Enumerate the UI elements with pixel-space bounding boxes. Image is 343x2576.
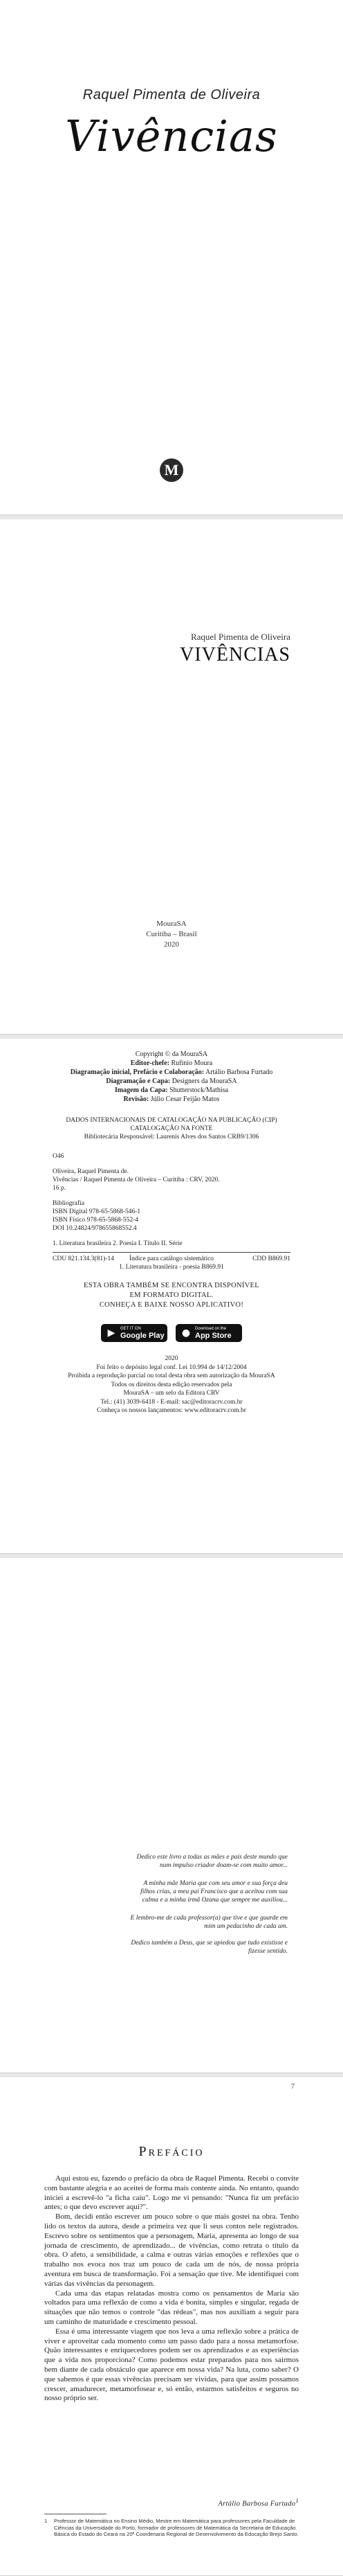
imprint-year: 2020 — [164, 940, 179, 949]
cip-subjects: 1. Literatura brasileira 2. Poesia I. Título II. Série — [53, 1240, 183, 1247]
imprint-publisher: MouraSA — [156, 920, 187, 928]
publisher-logo-icon: M — [160, 458, 183, 482]
dedication-paragraph: A minha mãe Maria que com seu amor e sua força deu filhos crias, a meu pai Francisco que a aceitou com sua calma e a minha irmã Ozana que sempre me auxiliou... — [140, 1880, 288, 1904]
dedication-paragraph: E lembro-me de cada professor(a) que tive e que guarde em mim um pedacinho de cada um. — [130, 1915, 288, 1930]
dedication-paragraph: Dedico também a Deus, que se apiedou que tudo existisse e fizesse sentido. — [131, 1940, 288, 1955]
credits-block — [0, 1050, 343, 1104]
preface-paragraph: Aqui estou eu, fazendo o prefácio da obra de Raquel Pimenta. Recebi o convite com bastante alegria e ao aceitei de forma mais contente ainda. No entanto, quando iniciei a escrevê-lo "a ficha caiu". Logo me vi pensando: "Nunca fiz um prefácio antes; o que devo escrever aqui?". — [44, 2174, 299, 2212]
footnote-marker: 1 — [295, 2497, 299, 2504]
cip-code: O46 — [53, 1153, 64, 1160]
credit-line: Imagem da Capa: Shutterstock/Mathisa — [114, 1086, 229, 1094]
preface-paragraph: Essa é uma interessante viagem que nos leva a uma reflexão sobre a prática de viver e aproveitar cada momento como um passo dado para a nossa metamorfose. Quão interessantes e enriquecedores podem ser os aprendizados e as experiências que a vida nos proporciona? Como podemos estar preparados para nos sairmos bem diante de cada obstáculo que aparece em nossa vida? Na luta, como saber? O que sabemos é que essas vivências precisam ser vividas, para que assim possamos crescer, amadurecer, metamorfosear e, só então, estarmos satisfeitos e seguros no nosso próprio ser. — [44, 2327, 299, 2403]
credit-line: Diagramação e Capa: Designers da MouraSA — [106, 1077, 237, 1085]
catalog-index: Índice para catálogo sistemático 1. Literatura brasileira - poesia B869.91 — [119, 1255, 224, 1271]
cdd-code: CDD B869.91 — [252, 1255, 290, 1262]
website-link[interactable]: Conheça os nossos lançamentos: www.editoracrv.com.br — [97, 1407, 246, 1414]
cover-author: Raquel Pimenta de Oliveira — [82, 87, 261, 102]
cover-page — [0, 0, 343, 515]
apple-icon: ● — [181, 1327, 191, 1339]
preface-title: Prefácio — [138, 2144, 205, 2159]
cover-title: Vivências — [65, 111, 278, 161]
preface-signature: Artálio Barbosa Furtado$^1$ — [218, 2497, 299, 2508]
preface-body — [44, 2174, 299, 2404]
imprint-place: Curitiba – Brasil — [146, 930, 197, 938]
footnote-text: Professor de Matemática no Ensino Médio, Mestre em Matemática para professores pela Faculdade de Ciências da Universidade do Porto, formador de professores de Matemática da Secretaria de Educação Básica do Estado do Ceará na 20ª Coordenaria Regional de Desenvolvimento da Educação Brejo Santo. — [54, 2518, 299, 2537]
app-store-badges — [0, 1324, 343, 1342]
google-play-badge[interactable]: ▶ GET IT ON Google Play — [101, 1324, 167, 1342]
imprint — [0, 919, 343, 950]
credit-line: Copyright © da MouraSA — [135, 1050, 208, 1058]
cip-header: DADOS INTERNACIONAIS DE CATALOGAÇÃO NA PUBLICAÇÃO (CIP) CATALOGAÇÃO NA FONTE Bibliotecária Responsável: Laurenis Alves dos Santos CRB9/1306 — [66, 1117, 277, 1141]
credit-line: Diagramação inicial, Prefácio e Colaboração: Artálio Barbosa Furtado — [70, 1068, 273, 1076]
half-title-author: Raquel Pimenta de Oliveira — [190, 632, 290, 642]
page-number: 7 — [291, 2083, 295, 2091]
play-triangle-icon: ▶ — [107, 1327, 115, 1339]
dedication-page — [0, 1558, 343, 2073]
app-store-badge[interactable]: ● Download on the App Store — [176, 1324, 242, 1342]
cdu-code: CDU 821.134.3(81)-14 — [53, 1255, 114, 1262]
legal-notice: 2020 Foi feito o depósito legal conf. Lei 10.994 de 14/12/2004 Proibida a reprodução parcial ou total desta obra sem autorização da MouraSA Todos os direitos desta edição reservados pela MouraSA – um selo da Editora CRV Tel.: (41) 3039-6418 - E-mail: sac@editoracrv.com.br Conheça os nossos lançamentos: www.editoracrv.com.br — [0, 1354, 343, 1415]
preface-paragraph: Cada uma das etapas relatadas mostra como os pensamentos de Maria são voltados para uma reflexão de como a vida é bonita, simples e singular, regada de situações que não temos o controle "das rédeas", mas nos auxiliam a seguir para um caminho de maturidade e crescimento pessoal. — [44, 2289, 299, 2326]
credit-line: Editor-chefe: Rufinio Moura — [130, 1059, 213, 1067]
half-title-title: VIVÊNCIAS — [180, 644, 290, 665]
preface-paragraph: Bom, decidi então escrever um pouco sobre o que mais gostei na obra. Tenho lido os textos da autora, desde a primeira vez que li seus contos nele registrados. Escrevo sobre os sentimentos que a personagem, Maria, apresenta ao longo de sua jornada de crescimento, de aprendizado... de vivências, como retrata o título da obra. O afeto, a sensibilidade, a calma e outras várias emoções e reflexões que o trabalho nos evoca nos traz um pouco de cada um de nós, de nossa própria aventura em busca de transformação. Foi a sensação que tive. Me identifiquei com várias das vivências da personagem. — [44, 2212, 299, 2288]
cip-record: O46 Oliveira, Raquel Pimenta de. Vivências / Raquel Pimenta de Oliveira – Curitiba : CRV, 2020. 16 p. Bibliografia ISBN Digital 978-65-5868-546-1 ISBN Físico 978-65-5868-552-4 DOI 10.24824/978655868552.4 1. Literatura brasileira 2. Poesia I. Título II. Série CDU 821.134.3(81)-14 CDD B869.91 — [53, 1153, 290, 1262]
digital-notice: ESTA OBRA TAMBÉM SE ENCONTRA DISPONÍVEL EM FORMATO DIGITAL. CONHEÇA E BAIXE NOSSO APLICATIVO! — [84, 1282, 259, 1309]
half-title-page — [0, 519, 343, 1035]
credit-line: Revisão: Júlio Cesar Feijão Matos — [123, 1095, 220, 1103]
dedication-paragraph: Dedico este livro a todas as mães e pais deste mundo que num impulso criador doam-se com muito amor... — [136, 1854, 288, 1869]
footnote — [44, 2518, 299, 2538]
footnote-number: 1 — [44, 2518, 48, 2524]
